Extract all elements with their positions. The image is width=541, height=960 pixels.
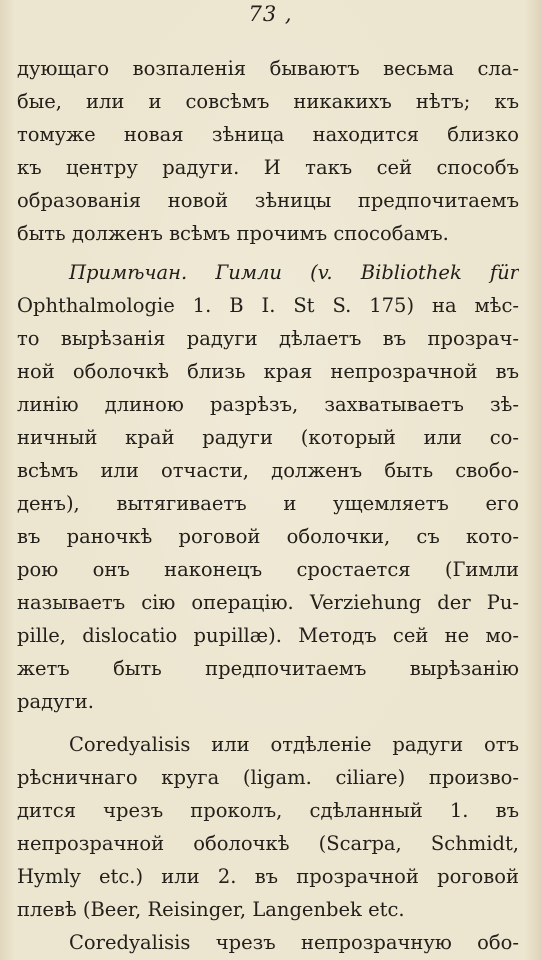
text-line: плевѣ (Beer, Reisinger, Langenbek etc. bbox=[17, 898, 405, 921]
note-line: то вырѣзанія радуги дѣлаетъ въ прозрач- bbox=[17, 327, 519, 350]
text-line: къ центру радуги. И такъ сей способъ bbox=[17, 156, 519, 179]
body-text bbox=[17, 52, 519, 959]
note-line: Примѣчан. Гимли (v. Bibliothek für bbox=[69, 261, 519, 284]
note-line: денъ), вытягиваетъ и ущемляетъ его bbox=[17, 492, 519, 515]
note-line: линію длиною разрѣзъ, захватываетъ зѣ- bbox=[17, 393, 519, 416]
note-line: всѣмъ или отчасти, долженъ быть свобо- bbox=[17, 459, 519, 482]
text-line: образованія новой зѣницы предпочитаемъ bbox=[17, 189, 519, 212]
text-line: дующаго возпаленія бываютъ весьма сла- bbox=[17, 57, 519, 80]
note-line: называетъ сію операцію. Verziehung der Pu- bbox=[17, 591, 519, 614]
text-line: быть долженъ всѣмъ прочимъ способамъ. bbox=[17, 222, 449, 245]
page-number: 73 , bbox=[248, 2, 293, 26]
text-line: Coredyalisis или отдѣленіе радуги отъ bbox=[69, 733, 519, 756]
text-line: Hymly etc.) или 2. въ прозрачной роговой bbox=[17, 865, 519, 888]
note-line: жетъ быть предпочитаемъ вырѣзанію bbox=[17, 657, 519, 680]
note-line: Ophthalmologie 1. B I. St S. 175) на мѣс- bbox=[17, 294, 519, 317]
text-line: Coredyalisis чрезъ непрозрачную обо- bbox=[69, 931, 519, 954]
text-line: быe, или и совсѣмъ никакихъ нѣтъ; къ bbox=[17, 90, 519, 113]
note-line: рою онъ наконецъ сростается (Гимли bbox=[17, 558, 519, 581]
note-line: радуги. bbox=[17, 690, 95, 713]
text-line: дится чрезъ проколъ, сдѣланный 1. въ bbox=[17, 799, 519, 822]
note-line: pille, dislocatio pupillæ). Методъ сей не мо- bbox=[17, 624, 519, 647]
note-line: въ раночкѣ роговой оболочки, съ кото- bbox=[17, 525, 519, 548]
note-line: ной оболочкѣ близь края непрозрачной въ bbox=[17, 360, 519, 383]
note-line: ничный край радуги (который или со- bbox=[17, 426, 519, 449]
text-line: томуже новая зѣница находится близко bbox=[17, 123, 519, 146]
text-line: рѣсничнаго круга (ligam. ciliare) произво- bbox=[17, 766, 519, 789]
text-line: непрозрачной оболочкѣ (Scarpa, Schmidt, bbox=[17, 832, 519, 855]
